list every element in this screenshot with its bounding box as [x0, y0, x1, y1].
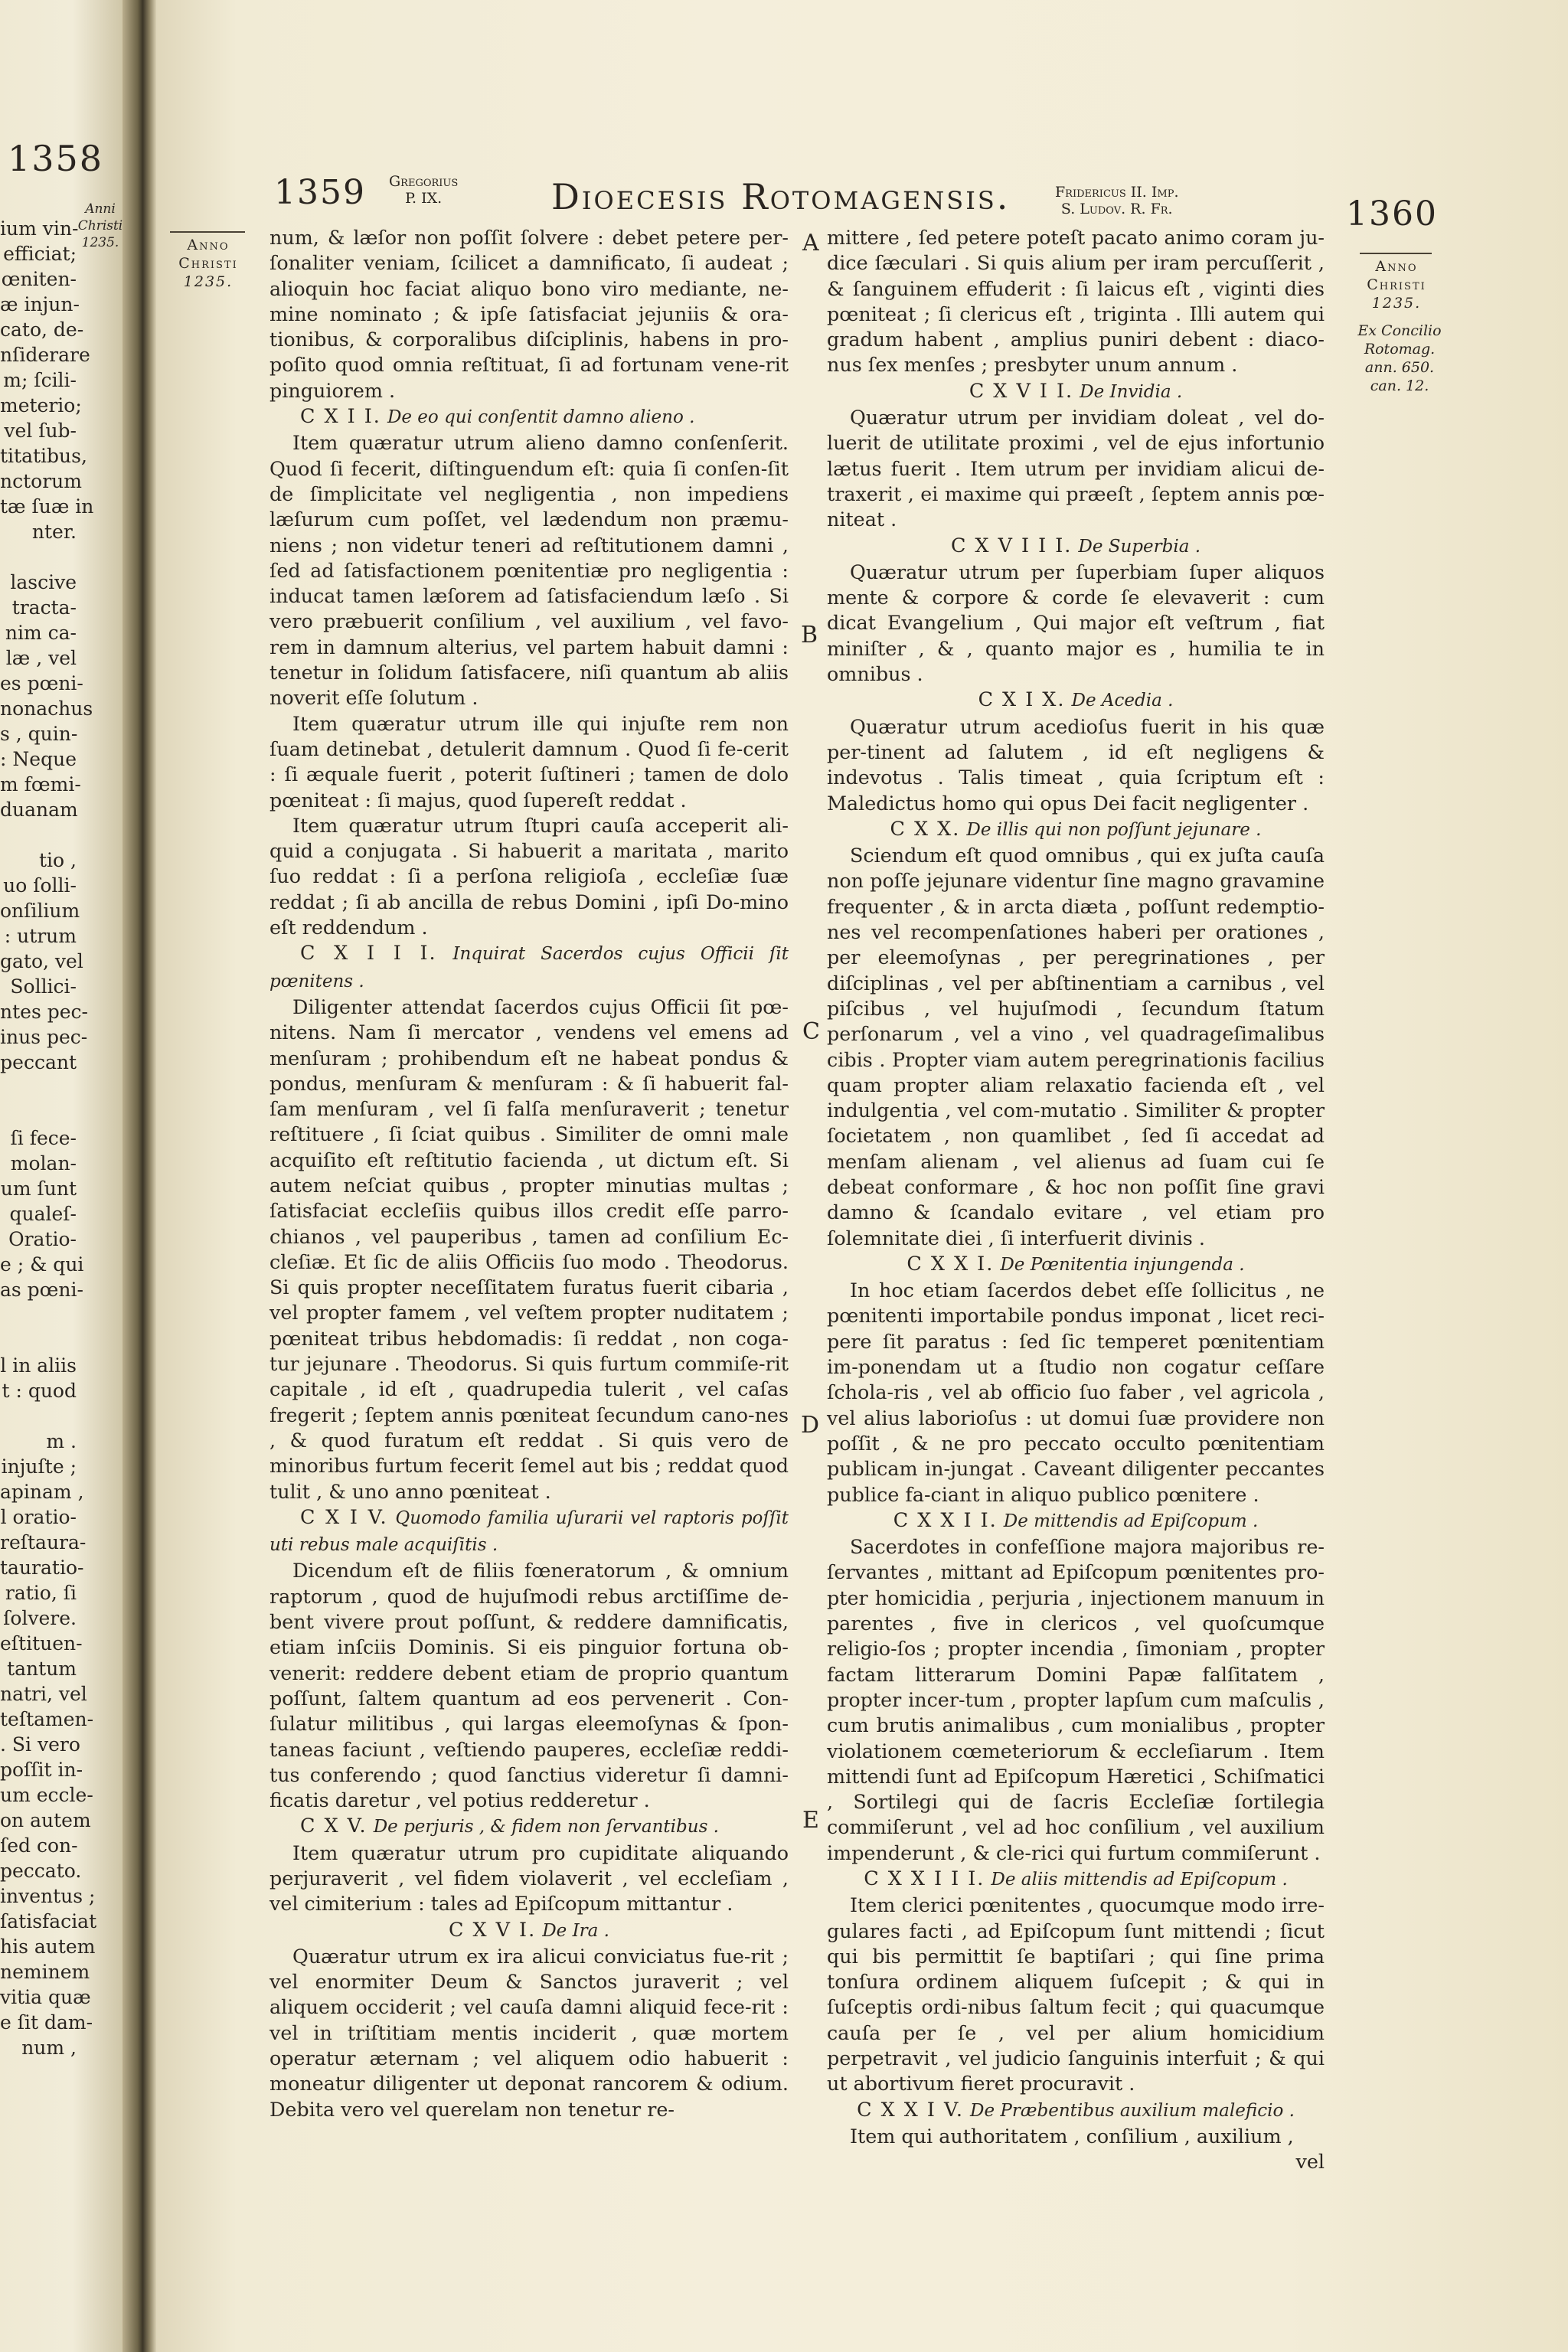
left-page-line [0, 822, 77, 848]
left-page-line: Oratio- [8, 1228, 77, 1250]
paragraph: Item qui authoritatem , conſilium , auxilium , [850, 2124, 1294, 2148]
chapter-number: C X I I. [300, 404, 381, 428]
paragraph: Sciendum eſt quod omnibus , qui ex juſta cauſa non poſſe jejunare videntur ſine magno gravamine frequenter , & in arcta diæta , poſſunt redemptio-nes vel recompenſationes haberi per orationes , per eleemoſynas , per peregrinationes , per diſciplinas , vel per abſtinentiam a carnibus , vel piſcibus , vel hujuſmodi , ſecundum ſtatum perſonarum , vel a vino , vel quadrageſimalibus cibis . Propter viam autem peregrinationis facilius quam propter aliam relaxatio facienda eſt , vel indulgentia , vel com-mutatio . Similiter & propter ſocietatem , non quamlibet , ſed ſi accedat ad menſam alienam , vel alienus ad ſuam cui ſe debeat conformare , & hoc non poſſit ſine gravi damno & ſcandalo evitare , vel etiam pro ſolemnitate diei , ſi interfuerit divinis . [827, 844, 1325, 1250]
chapter-number: C X X. [890, 816, 961, 840]
margin-year-right [1360, 253, 1433, 312]
left-page-line [0, 1403, 77, 1429]
chapter-heading-120 [827, 816, 1325, 843]
chapter-number: C X I V. [300, 1504, 388, 1528]
left-page-line: cato, de- [0, 318, 84, 341]
left-page-line: meterio; [0, 394, 82, 416]
left-page-line: his autem [0, 1936, 96, 1958]
chapter-title: De Ira . [542, 1920, 609, 1941]
left-page-line: on autem [0, 1809, 91, 1831]
chapter-heading-118 [827, 533, 1325, 560]
left-page-line [0, 1328, 77, 1353]
paragraph: Diligenter attendat ſacerdos cujus Officii ſit pœ-nitens. Nam ſi mercator , vendens vel emens ad menſuram ; prohibendum eſt ne habeat pondus & pondus, menſuram & menſuram : & ſi habuerit fal-ſam menſuram , vel ſi falſa menſuraverit ; tenetur reſtituere , ſi ſciat quibus . Similiter de omni male acquiſito eſt reſtitutio facienda , ut dictum eſt. Si autem neſciat quibus , propter minutias multas ; ſatisfaciat eccleſiis quibus illos credit eſſe parro-chianos , vel pauperibus , tamen ad conſilium Ec-cleſiæ. Et ſic de aliis Officiis ſuo modo . Theodorus. Si quis propter neceſſitatem furatus fuerit cibaria , vel propter famem , vel veſtem propter nuditatem ; pœniteat tribus hebdomadis: ſi reddat , non coga-tur jejunare . Theodorus. Si quis furtum commiſe-rit capitale , id eſt , quadrupedia tulerit , vel caſas fregerit ; ſeptem annis pœniteat ſecundum cano-nes , & quod furatum eſt reddat . Si quis vero de minoribus furtum fecerit ſemel aut bis ; reddat quod tulit , & uno anno pœniteat . [270, 995, 789, 1503]
chapter-title: De eo qui conſentit damno alieno . [387, 407, 695, 428]
paragraph: Item quæratur utrum ille qui injuſte rem non ſuam detinebat , detulerit damnum . Quod ſi fe-cerit : ſi æquale fuerit , poterit ſuſtineri ; tamen de dolo pœniteat : ſi majus, quod ſupereſt reddat . [270, 711, 789, 812]
left-page-line [0, 1075, 77, 1100]
chapter-title: De mittendis ad Epiſcopum . [1003, 1511, 1259, 1531]
left-page-line: peccato. [0, 1860, 82, 1882]
left-page-line: : Neque [0, 748, 77, 770]
paragraph: Dicendum eſt de filiis fœneratorum , & omnium raptorum , quod de hujuſmodi rebus arctiſſime de-bent vivere prout poſſunt, & reddere damnificatis, etiam inſciis Dominis. Si eis pinguior fortuna ob-venerit: reddere debent etiam de proprio quantum poſſunt, ſaltem quantum ad eos pervenerit . Con-ſulatur militibus , qui largas eleemoſynas & ſpon-taneas faciunt , veſtiendo pauperes, eccleſiæ reddi-tus conferendo ; quod ſanctius videretur ſi damni-ficatis daretur , vel potius redderetur . [270, 1559, 789, 1812]
margin-year-value-right: 1235. [1371, 295, 1422, 312]
left-page-line: tæ ſuæ in [0, 495, 94, 518]
chapter-heading-124 [827, 2097, 1325, 2124]
left-page-line: um ſunt [0, 1178, 77, 1200]
left-page-line: reſtaura- [0, 1531, 87, 1553]
chapter-number: C X V I I I. [950, 533, 1073, 557]
left-page-line: duanam [0, 799, 78, 821]
margin-anno-left: Anno [187, 237, 230, 253]
margin-christi-left: Christi [178, 255, 238, 272]
left-page-line: ſolvere. [3, 1607, 77, 1629]
chapter-heading-112 [270, 403, 789, 430]
left-page-line: inventus ; [0, 1885, 96, 1907]
left-page-line: peccant [0, 1051, 77, 1073]
text-column-right [827, 225, 1325, 2175]
paragraph: In hoc etiam ſacerdos debet eſſe ſollicitus , ne pœnitenti importabile pondus imponat , licet reci-pere ſit paratus : ſed ſic temperet pœnitentiam im-ponendam ut a ſtudio non cogatur ceſſare ſchola-ris , vel ab officio ſuo faber , vel agricola , vel alius laborioſus : ut domui ſuæ providere non poſſit , & ne pro peccato occulto pœnitentiam publicam in-jungat . Caveant diligenter peccantes publice fa-ciant in aliquo publico pœnitere . [827, 1279, 1325, 1506]
left-page-line: s , quin- [0, 723, 78, 745]
chapter-title: De illis qui non poſſunt jejunare . [966, 819, 1262, 840]
left-page-line: æ injun- [0, 293, 80, 315]
left-page-line: titatibus, [0, 445, 87, 467]
chapter-number: C X V I I. [969, 378, 1074, 402]
running-head-emperor: Fridericus II. Imp. [1055, 184, 1179, 201]
running-head-rulers [1055, 184, 1178, 217]
left-page-line: : utrum [4, 925, 77, 947]
margin-rule-left [170, 231, 245, 233]
left-page-text-fragments [0, 216, 97, 2060]
left-page-line: inus pec- [0, 1026, 88, 1048]
chapter-title: De Acedia . [1071, 691, 1174, 711]
page-number-right: 1360 [1346, 194, 1438, 234]
left-page-line: molan- [10, 1152, 77, 1174]
left-page-line: t : quod [2, 1380, 77, 1402]
left-page-line [0, 1100, 77, 1125]
left-page-line: nter. [31, 521, 77, 543]
left-page-line: num , [21, 2037, 77, 2059]
left-page-line: e ; & qui [0, 1253, 84, 1276]
left-page-line: læ , vel [5, 647, 77, 669]
left-page-line: vel ſub- [4, 420, 77, 442]
paragraph: Sacerdotes in confeſſione majora majoribus re-ſervantes , mittant ad Epiſcopum pœnitentes pro-pter homicidia , perjuria , injectionem manuum in parentes , five in clericos , vel quoſcumque religio-ſos ; propter incendia , ſimoniam , propter factam litterarum Domini Papæ falſitatem , propter incer-tum , propter lapſum cum maſculis , cum brutis animalibus , cum monialibus , propter violationem cœmeteriorum & eccleſiarum . Item mittendi ſunt ad Epiſcopum Hæretici , Schiſmatici , Sortilegi qui de ſacris Eccleſiæ ſortilegia commiſerunt , vel ad hoc conſilium , vel auxilium impenderunt , & cle-rici qui furtum commiſerunt . [827, 1535, 1325, 1864]
paragraph: num, & læſor non poſſit ſolvere : debet petere per-ſonaliter veniam, ſcilicet a damnificato, ſi audeat ; alioquin hoc faciat aliquo bono viro mediante, ne-mine nominato ; & ipſe ſatisfaciat jejuniis & ora-tionibus, & corporalibus diſciplinis, habens in pro-poſito quod omnia reſtituat, ſi ad fortunam vene-rit pinguiorem . [270, 226, 789, 402]
book-gutter [122, 0, 156, 2352]
page-number-left: 1359 [274, 173, 366, 212]
left-page-line: . Si vero [0, 1733, 80, 1756]
left-page-line: ratio, ſi [5, 1582, 77, 1604]
chapter-number: C X I X. [978, 688, 1066, 711]
left-page-line: es pœni- [0, 672, 83, 694]
left-page-line: natri, vel [0, 1683, 87, 1705]
left-page-line: m; ſcili- [3, 369, 77, 391]
paragraph: Item clerici pœnitentes , quocumque modo irre-gulares facti , ad Epiſcopum ſunt mittendi ; ſicut qui bis permittit ſe baptiſari ; qui ſine prima tonſura ordinem aliquem ſuſcepit ; & qui in ſuſceptis ordi-nibus ſaltum fecit ; qui quacumque cauſa per ſe , vel per alium homicidium perpetravit , vel judicio ſanguinis interfuit ; & qui ut abortivum fieret procuravit . [827, 1893, 1325, 2096]
chapter-heading-117 [827, 378, 1325, 405]
left-page-line: tracta- [11, 596, 77, 619]
section-letter-b: B [801, 622, 818, 648]
council-note-line1: Ex Concilio [1357, 322, 1442, 339]
left-page-edge [0, 0, 132, 2352]
chapter-title: De Superbia . [1078, 536, 1201, 557]
chapter-title: De Pœnitentia injungenda . [1000, 1254, 1245, 1275]
paragraph: mittere , ſed petere poteſt pacato animo coram ju-dice ſæculari . Si quis alium per iram percuſſerit , & ſanguinem effuderit : ſi laicus eſt , viginti dies pœniteat ; ſi clericus eſt , triginta . Illi autem qui gradum habent , amplius puniri debent : diaco-nus ſex menſes ; presbyter unum annum . [827, 226, 1325, 377]
running-head-title: Dioecesis Rotomagensis. [551, 176, 1011, 217]
left-page-line: efficiat; [3, 243, 77, 265]
left-page-line: nim ca- [5, 622, 77, 644]
chapter-number: C X X I. [906, 1251, 995, 1275]
chapter-number: C X X I I. [893, 1508, 998, 1531]
left-page-line: ſatisfaciat [0, 1910, 97, 1932]
chapter-heading-123 [827, 1866, 1325, 1893]
chapter-heading-121 [827, 1251, 1325, 1278]
margin-year-value-left: 1235. [183, 273, 234, 290]
running-head-pope-name: Gregorius [389, 173, 459, 190]
left-page-line: neminem [0, 1961, 90, 1983]
chapter-title: De perjuris , & fidem non ſervantibus . [373, 1817, 719, 1838]
left-page-line: uo ſolli- [3, 874, 77, 897]
paragraph: Quæratur utrum acedioſus fuerit in his quæ per-tinent ad ſalutem , id eſt negligens & indevotus . Talis timeat , quia ſcriptum eſt : Maledictus homo qui opus Dei facit negligenter . [827, 714, 1325, 815]
left-page-line: m . [46, 1430, 77, 1452]
running-head-pope-number: P. IX. [405, 190, 443, 207]
left-page-line [0, 1302, 77, 1328]
left-page-line: gato, vel [0, 950, 83, 972]
left-page-line: tauratio- [0, 1557, 84, 1579]
paragraph: Item quæratur utrum ſtupri cauſa acceperit ali-quid a conjugata . Si habuerit a maritata , marito ſuo reddat : ſi a perſona religioſa , eccleſiæ ſuæ reddat ; ſi ab ancilla de rebus Domini , ipſi Do-mino eſt reddendum . [270, 813, 789, 939]
left-page-line: as pœni- [0, 1279, 83, 1301]
chapter-heading-115 [270, 1813, 789, 1840]
paragraph: Quæratur utrum per ſuperbiam ſuper aliquos mente & corpore & corde ſe elevaverit : cum dicat Evangelium , Qui major eſt veſtrum , fiat miniſter , & , quanto major es , humilia te in omnibus . [827, 560, 1325, 686]
section-letter-d: D [801, 1412, 820, 1439]
chapter-title: De Invidia . [1080, 381, 1183, 402]
left-page-line: tantum [7, 1658, 77, 1680]
margin-rule-right [1360, 253, 1432, 254]
running-head-pope [389, 173, 458, 207]
chapter-heading-114 [270, 1504, 789, 1559]
left-page-line: tio , [39, 849, 77, 871]
council-note-line4: can. 12. [1370, 377, 1429, 394]
chapter-heading-122 [827, 1508, 1325, 1534]
left-page-line: teſtamen- [0, 1708, 94, 1730]
chapter-title: Quomodo familia uſurarii vel raptoris poſſit uti rebus male acquiſitis . [270, 1508, 789, 1556]
left-page-line: lascive [10, 571, 77, 593]
paragraph: Item quæratur utrum alieno damno conſenſerit. Quod ſi fecerit, diſtinguendum eſt: quia ſi conſen-ſit de ſimplicitate vel negligentia , non impediens læſurum cum poſſet, vel lædendum non præmu-niens ; non videtur teneri ad reſtitutionem damni , ſed ad ſatisfactionem pœnitentiæ pro negligentia : inducat tamen læſorem ad ſatisfaciendum læſo . Si vero præbuerit conſilium , vel auxilium , vel favo-rem in damnum alterius, vel partem habuit damni : tenetur in ſolidum ſatisfacere, niſi quantum ab aliis noverit eſſe ſolutum . [270, 431, 789, 710]
left-page-line: injuſte ; [1, 1455, 77, 1478]
left-page-line: l in aliis [0, 1354, 77, 1377]
chapter-heading-116 [270, 1917, 789, 1944]
left-page-line: poſſit in- [0, 1759, 83, 1781]
left-page-line: apinam , [0, 1481, 84, 1503]
left-page-line: Sollici- [10, 975, 77, 998]
section-letter-c: C [802, 1018, 820, 1045]
paragraph: Quæratur utrum per invidiam doleat , vel do-luerit de utilitate proximi , vel de ejus infortunio lætus fuerit . Item utrum per invidiam alicui de-traxerit , ei maxime qui præeſt , ſeptem annis pœ-niteat . [827, 406, 1325, 531]
chapter-title: De Præbentibus auxilium maleficio . [970, 2100, 1295, 2121]
chapter-heading-119 [827, 687, 1325, 714]
chapter-heading-113 [270, 940, 789, 995]
chapter-title: De aliis mittendis ad Epiſcopum . [991, 1870, 1288, 1890]
left-page-margin-note: Anni Christi 1235. [77, 201, 123, 250]
left-page-line: qualeſ- [9, 1203, 77, 1225]
left-page-line: eſtituen- [0, 1632, 83, 1655]
left-page-line: œniten- [1, 268, 77, 290]
running-head-king: S. Ludov. R. Fr. [1060, 201, 1173, 217]
left-page-line: ſed con- [0, 1834, 78, 1857]
left-page-line: nonachus [0, 697, 93, 720]
left-page-line: ntes pec- [0, 1001, 88, 1023]
chapter-title: Inquirat Sacerdos cujus Officii ſit pœnitens . [270, 944, 789, 991]
chapter-number: C X X I I I. [864, 1867, 985, 1890]
paragraph: Quæratur utrum ex ira alicui conviciatus fue-rit ; vel enormiter Deum & Sanctos juraverit ; vel aliquem occiderit ; vel cauſa damni aliquid fece-rit : vel in triſtitiam mentis inciderit , quæ mortem operatur æternam ; vel aliquem odio habuerit : moneatur diligenter ut deponat rancorem & odium. Debita vero vel querelam non tenetur re- [270, 1944, 789, 2121]
margin-anno-right: Anno [1375, 258, 1418, 275]
left-page-line [0, 544, 77, 570]
council-note-line2: Rotomag. [1364, 341, 1436, 358]
chapter-number: C X X I V. [857, 2097, 964, 2121]
council-note-line3: ann. 650. [1364, 359, 1435, 376]
left-page-line: nctorum [0, 470, 82, 492]
left-page-line: onſilium [0, 900, 80, 922]
chapter-number: C X V. [300, 1814, 368, 1838]
left-page-line: ium vin- [0, 217, 79, 240]
left-page-line: e ſit dam- [0, 2011, 93, 2034]
paragraph: Item quæratur utrum pro cupiditate aliquando perjuraverit , vel fidem violaverit , vel eccleſiam , vel cimiterium : tales ad Epiſcopum mittantur . [270, 1841, 789, 1916]
margin-council-note [1357, 322, 1442, 395]
left-page-line: vitia quæ [0, 1986, 91, 2008]
text-column-left [270, 225, 789, 2122]
margin-christi-right: Christi [1367, 276, 1426, 293]
chapter-number: C X I I I. [300, 941, 437, 965]
left-page-line: l oratio- [0, 1506, 77, 1528]
left-page-line: nſiderare [0, 344, 90, 366]
section-letter-a: A [802, 230, 819, 256]
margin-year-left [170, 231, 247, 291]
catchword: vel [1295, 2150, 1325, 2174]
left-page-line: ſi fece- [10, 1127, 77, 1149]
left-page-number: 1358 [8, 138, 104, 179]
left-page-line: m fœmi- [0, 773, 81, 795]
chapter-number: C X V I. [448, 1917, 537, 1941]
section-letter-e: E [802, 1807, 819, 1834]
left-page-line: um eccle- [0, 1784, 93, 1806]
